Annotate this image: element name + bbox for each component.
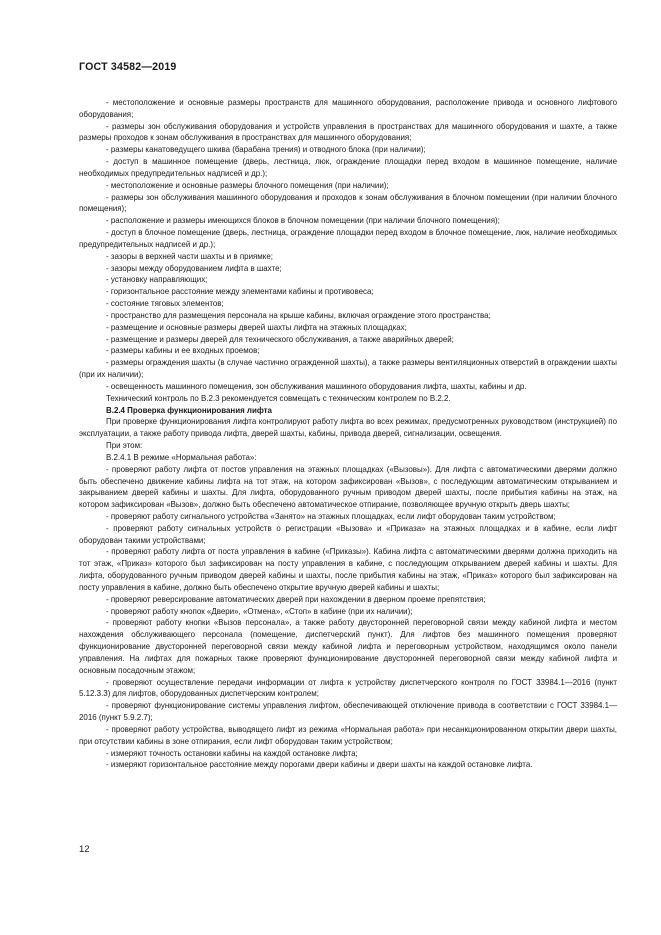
list-item: - размеры зон обслуживания машинного оборудования и проходов к зонам обслуживания в блочном помещении (при наличии блочного помещения); (79, 192, 617, 214)
list-item: - измеряют точность остановки кабины на каждой остановке лифта; (106, 748, 358, 758)
page-number: 12 (79, 844, 90, 855)
list-item: - проверяют работу сигнальных устройств о регистрации «Вызова» и «Приказа» на этажных площадках и в кабине, если лифт оборудован такими устройствами; (79, 523, 617, 545)
section-heading: В.2.4 Проверка функционирования лифта (106, 405, 272, 415)
list-item: - доступ в блочное помещение (дверь, лестница, ограждение площадки перед входом в блочное помещение, люк, наличие необходимых предупредительных надписей и др.); (79, 228, 617, 249)
paragraph: При этом: (106, 441, 143, 451)
list-item: - расположение и размеры имеющихся блоков в блочном помещении (при наличии блочного помещения); (106, 216, 500, 226)
list-item: - размещение и основные размеры дверей шахты лифта на этажных площадках; (106, 322, 407, 332)
list-item: - проверяют реверсирование автоматических дверей при нахождении в дверном проеме препятствия; (106, 594, 486, 604)
list-item: - зазоры в верхней части шахты и в приямке; (106, 251, 273, 261)
list-item: - размеры кабины и ее входных проемов; (106, 346, 260, 356)
list-item: - проверяют работу кнопок «Двери», «Отмена», «Стоп» в кабине (при их наличии); (106, 606, 413, 616)
list-item: - состояние тяговых элементов; (106, 299, 224, 309)
list-item: - проверяют работу лифта от поста управления в кабине («Приказы»). Кабина лифта с автоматическими дверями должна приходить на тот этаж, «Приказ» которого был зафиксирован на посту управления в кабине, с последующим открыванием дверей кабины и шахты. Для лифта, оборудованного ручным приводом дверей кабины и шахты, после прибытия кабины на этаж, «Приказ» которого был зафиксирован на посту управления в кабине, должно быть обеспечено открытие вручную дверей кабины и шахты; (79, 547, 617, 592)
list-item: - размеры канатоведущего шкива (барабана трения) и отводного блока (при наличии); (106, 145, 426, 155)
list-item: - размеры ограждения шахты (в случае частично огражденной шахты), а также размеры вентиляционных отверстий в ограждении шахты (при их наличии); (79, 358, 617, 380)
list-item: - местоположение и основные размеры пространств для машинного оборудования, расположение привода и основного лифтового оборудования; (79, 98, 617, 119)
list-item: - измеряют горизонтальное расстояние между порогами двери кабины и двери шахты на каждой остановке лифта. (106, 760, 533, 770)
list-item: - установку направляющих; (106, 275, 208, 285)
standard-header: ГОСТ 34582—2019 (79, 61, 177, 73)
paragraph: При проверке функционирования лифта контролируют работу лифта во всех режимах, предусмотренных руководством (инструкцией) по эксплуатации, а также работу привода лифта, дверей шахты, кабины, привода дверей, сигнализации, освещения. (79, 417, 617, 439)
list-item: - освещенность машинного помещения, зон обслуживания машинного оборудования лифта, шахты, кабины и др. (106, 381, 527, 391)
list-item: - проверяют осуществление передачи информации от лифта к устройству диспетчерского контроля по ГОСТ 33984.1—2016 (пункт 5.12.3.3) для лифтов, оборудованных диспетчерским контролем; (79, 677, 617, 699)
list-item: - размещение и размеры дверей для технического обслуживания, а также аварийных дверей; (106, 334, 454, 344)
list-item: - проверяют работу устройства, выводящего лифт из режима «Нормальная работа» при несанкционированном открытии двери шахты, при отсутствии кабины в зоне отпирания, если лифт оборудован таким устройством; (79, 724, 617, 746)
list-item: - горизонтальное расстояние между элементами кабины и противовеса; (106, 287, 374, 297)
list-item: - местоположение и основные размеры блочного помещения (при наличии); (106, 180, 389, 190)
list-item: - пространство для размещения персонала на крыше кабины, включая ограждение этого пространства; (106, 310, 491, 320)
document-body (79, 97, 617, 771)
list-item: - проверяют функционирование системы управления лифтом, обеспечивающей отключение привода в соответствии с ГОСТ 33984.1—2016 (пункт 5.9.2.7); (79, 701, 617, 723)
paragraph: Технический контроль по В.2.3 рекомендуется совмещать с техническим контролем по В.2.2. (106, 393, 451, 403)
list-item: - проверяют работу сигнального устройства «Занято» на этажных площадках, если лифт оборудован таким устройством; (106, 511, 556, 521)
list-item: - зазоры между оборудованием лифта в шахте; (106, 263, 282, 273)
list-item: - размеры зон обслуживания оборудования и устройств управления в пространствах для машинного оборудования и шахте, а также размеры проходов к зонам обслуживания в пространствах для машинного оборудования; (79, 121, 617, 143)
list-item: - проверяют работу лифта от постов управления на этажных площадках («Вызовы»). Для лифта с автоматическими дверями должно быть обеспечено движение кабины лифта на тот этаж, на котором зафиксирован «Вызов», с последующим автоматическим открыванием и закрыванием дверей кабины и шахты. Для лифта, оборудованного ручным приводом дверей шахты, после прибытия кабины на этаж, на котором зафиксирован «Вызов», должно быть обеспечено автоматическое отпирание, позволяющее вручную открыть дверь шахты; (79, 464, 617, 510)
list-item: - доступ в машинное помещение (дверь, лестница, люк, ограждение площадки перед входом в машинное помещение, наличие необходимых предупредительных надписей и др.); (79, 157, 617, 178)
subsection-heading: В.2.4.1 В режиме «Нормальная работа»: (106, 452, 257, 462)
list-item: - проверяют работу кнопки «Вызов персонала», а также работу двусторонней переговорной связи между кабиной лифта и местом нахождения обслуживающего персонала (помещение, диспетчерский пункт). Для лифтов без машинного помещения проверяют функционирование двусторонней переговорной связи между кабиной лифта и переговорным устройством, находящимся около панели управления. На лифтах для пожарных также проверяют функционирование двусторонней переговорной связи между кабиной лифта и основным посадочным этажом; (79, 618, 617, 675)
